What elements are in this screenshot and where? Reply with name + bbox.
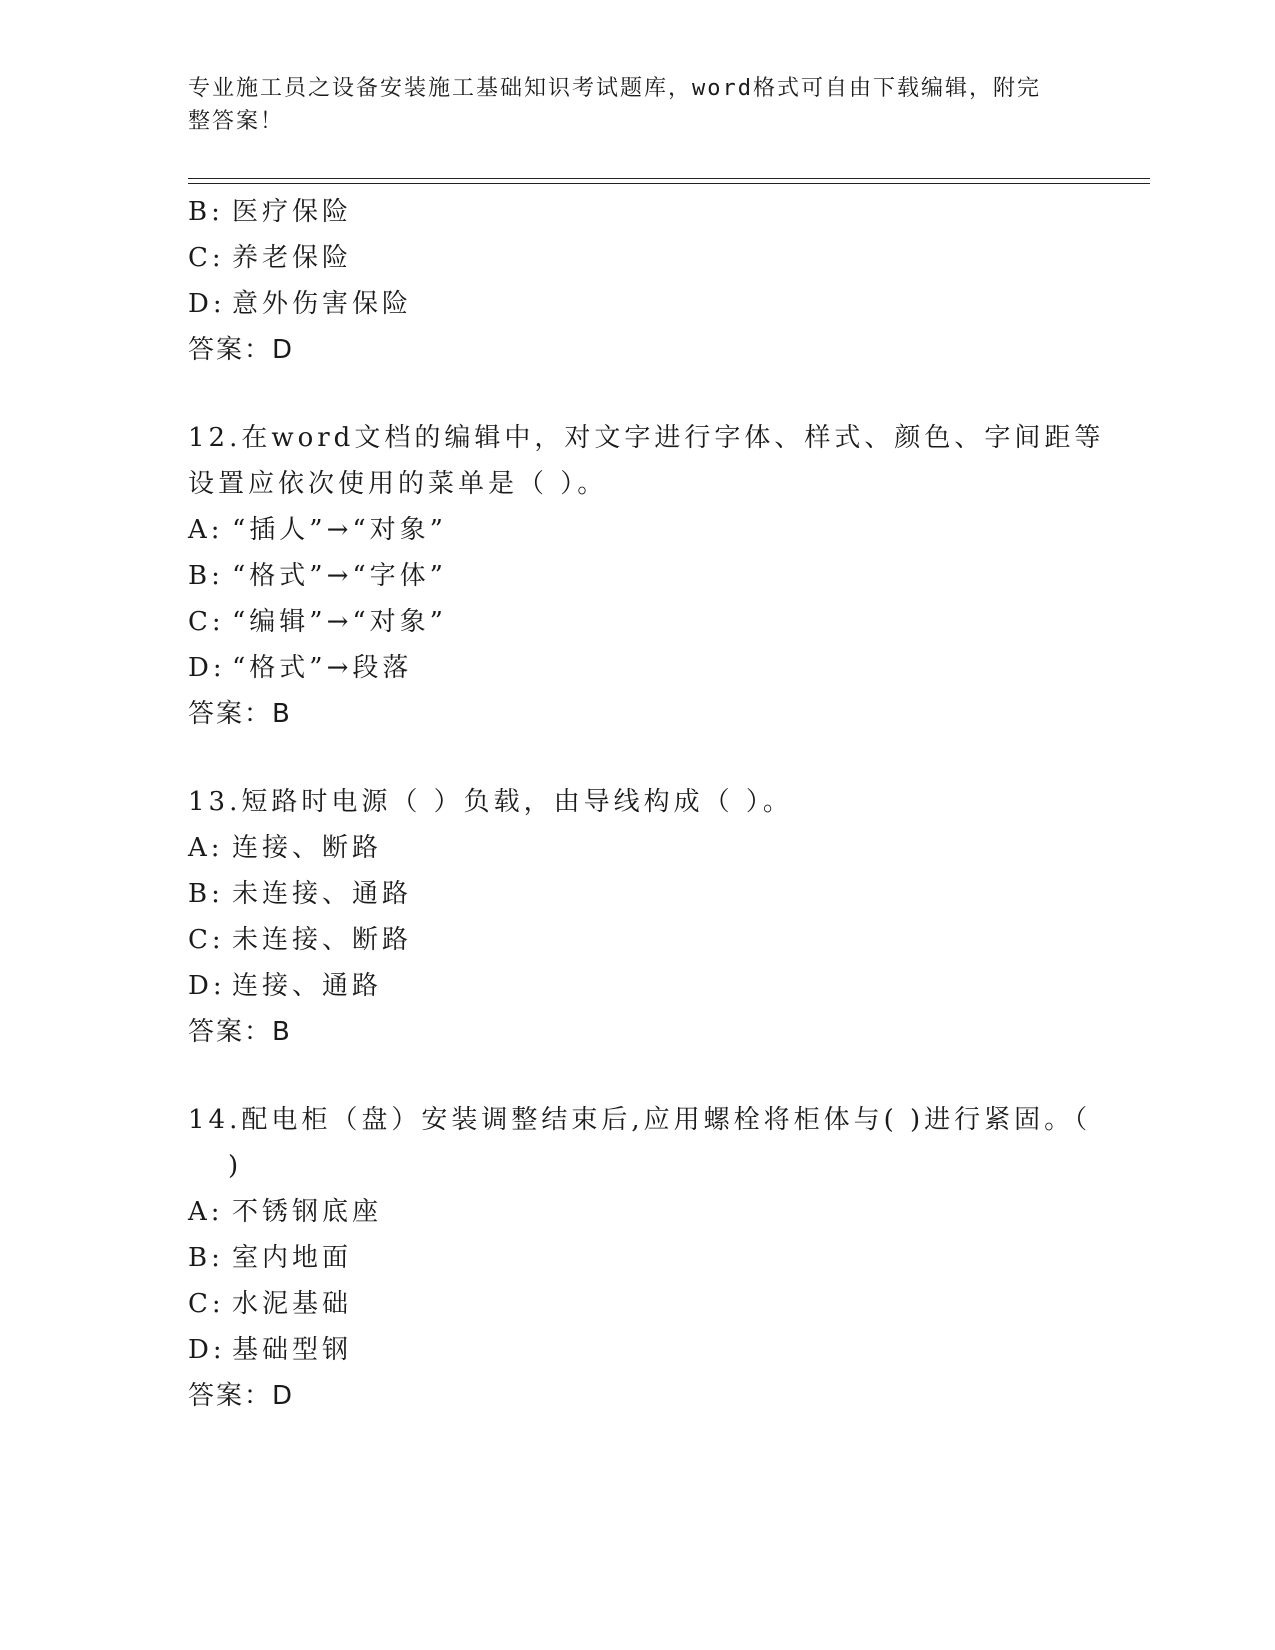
option-text: “格式”→“字体”: [232, 561, 447, 591]
question-block-q12: [188, 415, 1105, 737]
block-spacer: [188, 737, 1088, 779]
option-row: [188, 1235, 1088, 1281]
question-block-q11: [188, 189, 1088, 373]
question-list: [188, 189, 1105, 1419]
option-key: D:: [188, 971, 226, 1001]
option-row: [188, 189, 1088, 235]
option-row: [188, 553, 1088, 599]
option-key: A:: [188, 833, 224, 863]
question-block-q13: [188, 779, 1088, 1055]
question-text: 12.在word文档的编辑中，对文字进行字体、样式、颜色、字间距等: [188, 423, 1105, 453]
option-key: A:: [188, 515, 224, 545]
option-key: C:: [188, 243, 225, 273]
option-row: [188, 917, 1088, 963]
option-text: “格式”→段落: [232, 653, 413, 683]
option-text: 养老保险: [232, 243, 353, 273]
option-key: A:: [188, 1197, 224, 1227]
block-spacer: [188, 373, 1088, 415]
answer-line: 答案：D: [188, 335, 295, 365]
option-text: “插人”→“对象”: [232, 515, 447, 545]
block-spacer: [188, 1055, 1088, 1097]
option-key: D:: [188, 653, 226, 683]
option-text: 未连接、通路: [232, 879, 413, 909]
answer-line: 答案：B: [188, 699, 292, 729]
option-row: [188, 963, 1088, 1009]
option-key: B:: [188, 879, 224, 909]
option-key: C:: [188, 925, 225, 955]
question-block-q14: [188, 1097, 1092, 1419]
option-key: D:: [188, 1335, 226, 1365]
option-key: D:: [188, 289, 226, 319]
header-divider-top: [188, 178, 1150, 179]
option-text: 未连接、断路: [232, 925, 413, 955]
answer-line: 答案：B: [188, 1017, 292, 1047]
header-line-1: 专业施工员之设备安装施工基础知识考试题库，word格式可自由下载编辑，附完: [188, 76, 1041, 101]
option-row: [188, 1281, 1088, 1327]
option-key: B:: [188, 197, 224, 227]
option-row: [188, 281, 1088, 327]
option-text: 室内地面: [232, 1243, 353, 1273]
question-text: ): [228, 1151, 243, 1181]
document-header: [188, 72, 1068, 138]
option-key: C:: [188, 607, 225, 637]
answer-line: 答案：D: [188, 1381, 295, 1411]
option-key: C:: [188, 1289, 225, 1319]
question-text: 13.短路时电源（ ）负载，由导线构成（ ）。: [188, 787, 793, 817]
option-key: B:: [188, 1243, 224, 1273]
option-text: 连接、通路: [232, 971, 383, 1001]
option-row: [188, 1327, 1088, 1373]
question-text: 设置应依次使用的菜单是（ ）。: [188, 469, 608, 499]
option-row: [188, 645, 1088, 691]
option-text: “编辑”→“对象”: [232, 607, 447, 637]
header-divider-bottom: [188, 183, 1150, 184]
option-text: 基础型钢: [232, 1335, 353, 1365]
option-row: [188, 507, 1088, 553]
header-line-2: 整答案！: [188, 109, 285, 134]
option-row: [188, 1189, 1088, 1235]
option-key: B:: [188, 561, 224, 591]
option-text: 连接、断路: [232, 833, 383, 863]
option-row: [188, 235, 1088, 281]
option-row: [188, 825, 1088, 871]
option-row: [188, 599, 1088, 645]
option-text: 意外伤害保险: [232, 289, 413, 319]
option-text: 水泥基础: [232, 1289, 353, 1319]
option-row: [188, 871, 1088, 917]
question-text: 14.配电柜（盘）安装调整结束后,应用螺栓将柜体与( )进行紧固。（: [188, 1105, 1092, 1135]
option-text: 不锈钢底座: [232, 1197, 383, 1227]
option-text: 医疗保险: [232, 197, 353, 227]
